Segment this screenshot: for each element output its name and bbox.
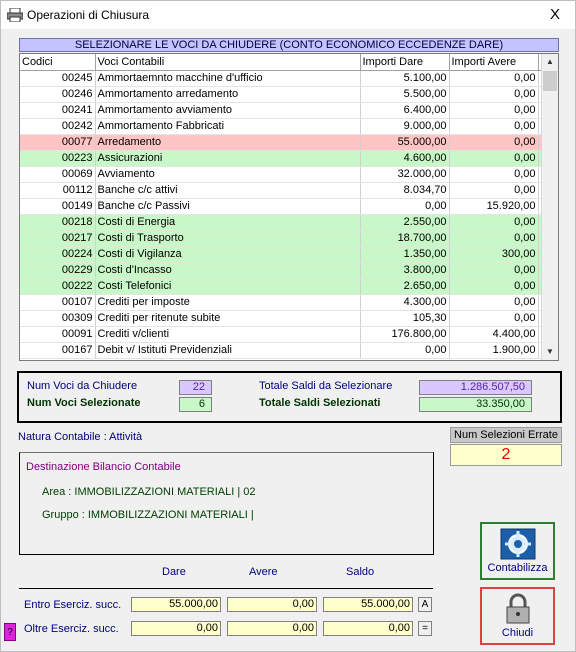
cell-avere: 0,00: [449, 294, 538, 310]
cell-avere: 0,00: [449, 262, 538, 278]
cell-avere: 15.920,00: [449, 198, 538, 214]
cell-dare: 0,00: [360, 198, 449, 214]
grid-caption: SELEZIONARE LE VOCI DA CHIUDERE (CONTO ECONOMICO ECCEDENZE DARE): [19, 38, 559, 52]
chiudi-button[interactable]: [480, 587, 555, 645]
table-row[interactable]: [20, 102, 542, 118]
cell-code: 00112: [20, 182, 95, 198]
table-row[interactable]: [20, 198, 542, 214]
contabilizza-button[interactable]: [480, 522, 555, 580]
oltre-saldo-field[interactable]: 0,00: [323, 621, 413, 636]
cell-avere: 300,00: [449, 246, 538, 262]
cell-avere: 0,00: [449, 214, 538, 230]
cell-code: 00107: [20, 294, 95, 310]
oltre-dare-field[interactable]: 0,00: [131, 621, 221, 636]
totals-divider: [19, 588, 433, 589]
table-row[interactable]: [20, 310, 542, 326]
cell-dare: 2.550,00: [360, 214, 449, 230]
entro-esercizio-label: Entro Eserciz. succ.: [24, 599, 122, 611]
saldi-da-selezionare-value: 1.286.507,50: [419, 380, 532, 395]
table-row[interactable]: [20, 262, 542, 278]
accounts-grid[interactable]: [19, 53, 559, 361]
table-row[interactable]: [20, 294, 542, 310]
cell-avere: 4.400,00: [449, 326, 538, 342]
cell-dare: 0,00: [360, 342, 449, 358]
scroll-up-icon[interactable]: ▲: [542, 54, 558, 70]
destinazione-panel: [19, 452, 434, 555]
cell-avere: 0,00: [449, 150, 538, 166]
cell-dare: 4.600,00: [360, 150, 449, 166]
cell-avere: 0,00: [449, 118, 538, 134]
cell-voce: Costi di Vigilanza: [95, 246, 360, 262]
close-button[interactable]: X: [549, 6, 560, 23]
column-header-avere[interactable]: Importi Avere: [449, 54, 538, 70]
contabilizza-label: Contabilizza: [487, 562, 548, 574]
scroll-down-icon[interactable]: ▼: [542, 344, 558, 360]
totals-header-avere: Avere: [249, 566, 278, 578]
entro-avere-field[interactable]: 0,00: [227, 597, 317, 612]
cell-avere: 0,00: [449, 70, 538, 86]
table-row[interactable]: [20, 86, 542, 102]
oltre-esercizio-label: Oltre Eserciz. succ.: [24, 623, 119, 635]
cell-voce: Banche c/c attivi: [95, 182, 360, 198]
cell-dare: 5.100,00: [360, 70, 449, 86]
cell-dare: 5.500,00: [360, 86, 449, 102]
grid-vertical-scrollbar[interactable]: [541, 54, 558, 360]
cell-dare: 9.000,00: [360, 118, 449, 134]
cell-voce: Arredamento: [95, 134, 360, 150]
cell-dare: 2.650,00: [360, 278, 449, 294]
cell-voce: Costi Telefonici: [95, 278, 360, 294]
summary-panel: [17, 371, 562, 423]
padlock-icon: [500, 593, 536, 625]
scroll-thumb[interactable]: [543, 71, 557, 91]
cell-dare: 176.800,00: [360, 326, 449, 342]
destinazione-area: Area : IMMOBILIZZAZIONI MATERIALI | 02: [42, 486, 256, 498]
help-button[interactable]: ?: [4, 623, 16, 641]
column-header-voci[interactable]: Voci Contabili: [95, 54, 360, 70]
cell-dare: 55.000,00: [360, 134, 449, 150]
natura-contabile: Natura Contabile : Attività: [18, 431, 143, 443]
saldi-da-selezionare-label: Totale Saldi da Selezionare: [259, 380, 393, 392]
cell-avere: 0,00: [449, 134, 538, 150]
num-da-chiudere-label: Num Voci da Chiudere: [27, 380, 138, 392]
gear-icon: [500, 528, 536, 560]
errori-value: 2: [450, 444, 562, 466]
saldi-selezionati-value: 33.350,00: [419, 397, 532, 412]
num-selezionate-value: 6: [179, 397, 212, 412]
cell-voce: Ammortamento Fabbricati: [95, 118, 360, 134]
cell-dare: 4.300,00: [360, 294, 449, 310]
cell-voce: Costi di Trasporto: [95, 230, 360, 246]
cell-voce: Costi d'Incasso: [95, 262, 360, 278]
cell-avere: 0,00: [449, 278, 538, 294]
num-da-chiudere-value: 22: [179, 380, 212, 395]
cell-avere: 0,00: [449, 230, 538, 246]
cell-code: 00167: [20, 342, 95, 358]
cell-dare: 1.350,00: [360, 246, 449, 262]
cell-code: 00222: [20, 278, 95, 294]
entro-saldo-field[interactable]: 55.000,00: [323, 597, 413, 612]
cell-code: 00245: [20, 70, 95, 86]
table-row[interactable]: [20, 118, 542, 134]
cell-code: 00217: [20, 230, 95, 246]
cell-avere: 0,00: [449, 310, 538, 326]
column-header-codici[interactable]: Codici: [20, 54, 95, 70]
cell-code: 00149: [20, 198, 95, 214]
table-row[interactable]: [20, 246, 542, 262]
cell-dare: 105,30: [360, 310, 449, 326]
totals-header-dare: Dare: [162, 566, 186, 578]
cell-avere: 1.900,00: [449, 342, 538, 358]
table-row[interactable]: [20, 342, 542, 358]
cell-code: 00223: [20, 150, 95, 166]
cell-voce: Ammortamento avviamento: [95, 102, 360, 118]
cell-voce: Crediti v/clienti: [95, 326, 360, 342]
table-row[interactable]: [20, 134, 542, 150]
destinazione-gruppo: Gruppo : IMMOBILIZZAZIONI MATERIALI |: [42, 509, 254, 521]
window-title: Operazioni di Chiusura: [27, 8, 150, 22]
cell-code: 00229: [20, 262, 95, 278]
cell-dare: 6.400,00: [360, 102, 449, 118]
table-row[interactable]: [20, 182, 542, 198]
table-row[interactable]: [20, 278, 542, 294]
cell-code: 00077: [20, 134, 95, 150]
table-row[interactable]: [20, 230, 542, 246]
cell-voce: Crediti per imposte: [95, 294, 360, 310]
cell-code: 00242: [20, 118, 95, 134]
num-selezionate-label: Num Voci Selezionate: [27, 397, 141, 409]
cell-avere: 0,00: [449, 182, 538, 198]
cell-avere: 0,00: [449, 86, 538, 102]
cell-code: 00069: [20, 166, 95, 182]
grid-header-row: [20, 54, 542, 70]
table-row[interactable]: [20, 70, 542, 86]
cell-avere: 0,00: [449, 102, 538, 118]
entro-dare-field[interactable]: 55.000,00: [131, 597, 221, 612]
cell-voce: Avviamento: [95, 166, 360, 182]
entro-tag: A: [418, 597, 432, 612]
cell-code: 00224: [20, 246, 95, 262]
cell-voce: Costi di Energia: [95, 214, 360, 230]
cell-voce: Debit v/ Istituti Previdenziali: [95, 342, 360, 358]
oltre-tag: =: [418, 621, 432, 636]
cell-code: 00309: [20, 310, 95, 326]
printer-icon: [7, 8, 23, 22]
errori-label: Num Selezioni Errate: [450, 427, 562, 443]
chiudi-label: Chiudi: [501, 627, 534, 639]
cell-code: 00091: [20, 326, 95, 342]
cell-avere: 0,00: [449, 166, 538, 182]
table-row[interactable]: [20, 166, 542, 182]
table-row[interactable]: [20, 150, 542, 166]
totals-header-saldo: Saldo: [346, 566, 375, 578]
cell-voce: Ammortamento arredamento: [95, 86, 360, 102]
destinazione-title: Destinazione Bilancio Contabile: [26, 461, 181, 473]
cell-voce: Assicurazioni: [95, 150, 360, 166]
column-header-dare[interactable]: Importi Dare: [360, 54, 449, 70]
cell-dare: 18.700,00: [360, 230, 449, 246]
saldi-selezionati-label: Totale Saldi Selezionati: [259, 397, 381, 409]
title-bar: [1, 1, 575, 29]
cell-voce: Crediti per ritenute subite: [95, 310, 360, 326]
table-row[interactable]: [20, 214, 542, 230]
oltre-avere-field[interactable]: 0,00: [227, 621, 317, 636]
cell-dare: 8.034,70: [360, 182, 449, 198]
cell-voce: Banche c/c Passivi: [95, 198, 360, 214]
cell-code: 00218: [20, 214, 95, 230]
table-row[interactable]: [20, 326, 542, 342]
cell-dare: 3.800,00: [360, 262, 449, 278]
cell-code: 00241: [20, 102, 95, 118]
cell-code: 00246: [20, 86, 95, 102]
cell-voce: Ammortaemnto macchine d'ufficio: [95, 70, 360, 86]
cell-dare: 32.000,00: [360, 166, 449, 182]
